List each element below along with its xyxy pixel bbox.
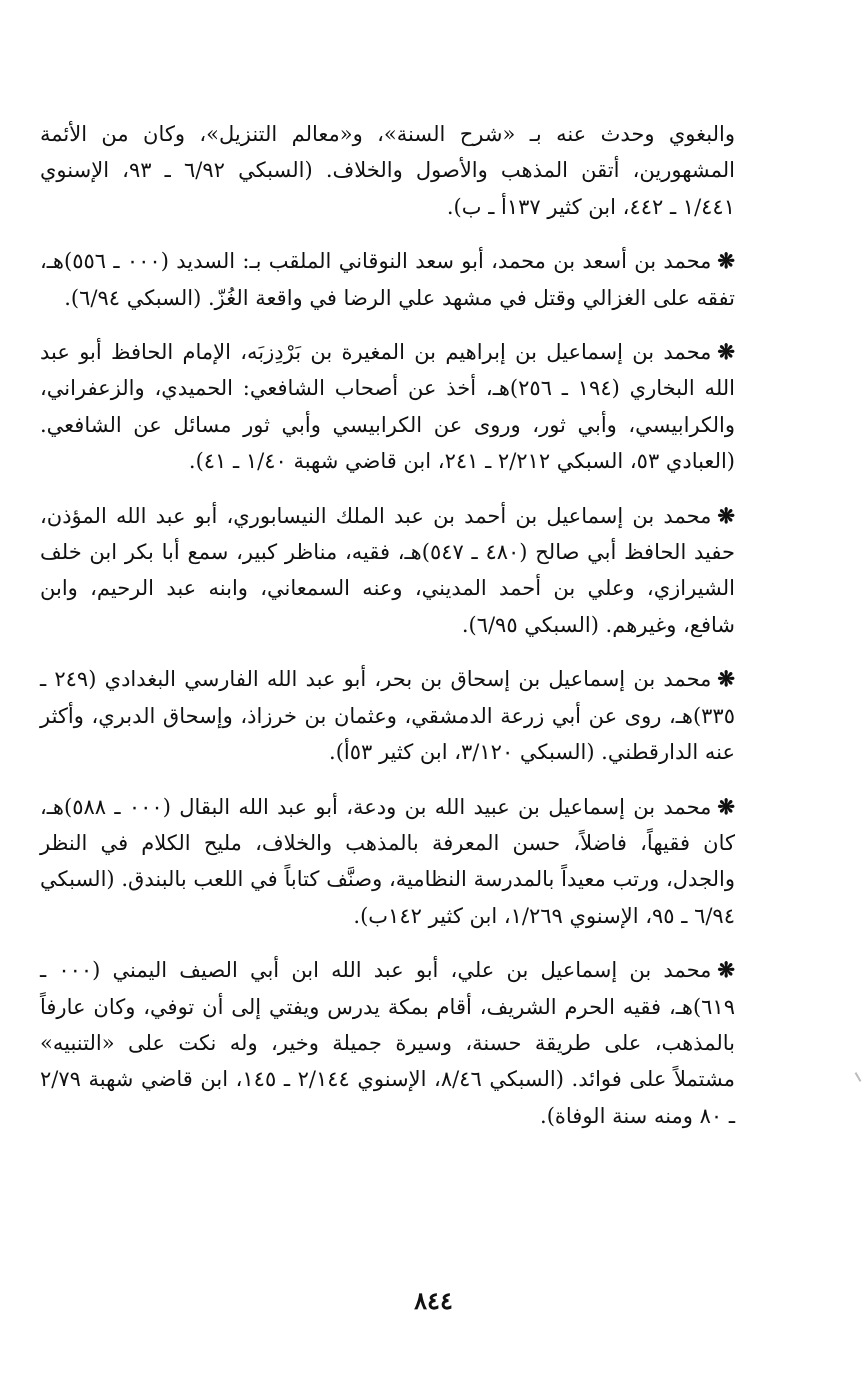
- asterism-icon: ❋: [717, 248, 735, 274]
- page-number: ٨٤٤: [414, 1286, 453, 1315]
- biography-entry: [40, 498, 735, 644]
- entry-text: محمد بن إسماعيل بن عبيد الله بن ودعة، أبو عبد الله البقال (٠٠٠ ـ ٥٨٨)هـ، كان فقيهاً، فاضلاً، حسن المعرفة بالمذهب والخلاف، مليح الكلام في النظر والجدل، ورتب معيداً بالمدرسة النظامية، وصنَّف كتاباً في اللعب بالبندق. (السبكي ٦/٩٤ ـ ٩٥، الإسنوي ١/٢٦٩، ابن كثير ١٤٢ب).: [40, 794, 735, 928]
- biography-entry: [40, 334, 735, 480]
- asterism-icon: ❋: [717, 793, 735, 819]
- asterism-icon: ❋: [717, 339, 735, 365]
- biography-entry: [40, 952, 735, 1134]
- entry-text: محمد بن إسماعيل بن إسحاق بن بحر، أبو عبد الله الفارسي البغدادي (٢٤٩ ـ ٣٣٥)هـ، روى عن أبي زرعة الدمشقي، وعثمان بن خرزاذ، وإسحاق الدبري، وأكثر عنه الدارقطني. (السبكي ٣/١٢٠، ابن كثير ٥٣أ).: [40, 667, 735, 765]
- entry-text: محمد بن إسماعيل بن إبراهيم بن المغيرة بن بَرْدِزبَه، الإمام الحافظ أبو عبد الله البخاري (١٩٤ ـ ٢٥٦)هـ، أخذ عن أصحاب الشافعي: الحميدي، والزعفراني، والكرابيسي، وأبي ثور، وروى عن الكرابيسي وأبي ثور مسائل عن الشافعي. (العبادي ٥٣، السبكي ٢/٢١٢ ـ ٢٤١، ابن قاضي شهبة ١/٤٠ ـ ٤١).: [40, 340, 735, 474]
- continued-entry: والبغوي وحدث عنه بـ «شرح السنة»، و«معالم التنزيل»، وكان من الأئمة المشهورين، أتقن المذهب والأصول والخلاف. (السبكي ٦/٩٢ ـ ٩٣، الإسنوي ١/٤٤١ ـ ٤٤٢، ابن كثير ١٣٧أ ـ ب).: [40, 122, 735, 219]
- asterism-icon: ❋: [717, 502, 735, 528]
- entry-text: محمد بن إسماعيل بن علي، أبو عبد الله ابن أبي الصيف اليمني (٠٠٠ ـ ٦١٩)هـ، فقيه الحرم الشريف، أقام بمكة يدرس ويفتي إلى أن توفي، وكان عارفاً بالمذهب، على طريقة حسنة، وسيرة جميلة وخير، وله نكت على «التنبيه» مشتملاً على فوائد. (السبكي ٨/٤٦، الإسنوي ٢/١٤٤ ـ ١٤٥، ابن قاضي شهبة ٢/٧٩ ـ ٨٠ ومنه سنة الوفاة).: [40, 958, 735, 1128]
- biography-entry: [40, 661, 735, 770]
- entry-text: محمد بن إسماعيل بن أحمد بن عبد الملك النيسابوري، أبو عبد الله المؤذن، حفيد الحافظ أبي صالح (٤٨٠ ـ ٥٤٧)هـ، فقيه، مناظر كبير، سمع أبا بكر ابن خلف الشيرازي، وعلي بن أحمد المديني، وعنه السمعاني، وابنه عبد الرحيم، وابن شافع، وغيرهم. (السبكي ٦/٩٥).: [40, 503, 735, 637]
- biography-entry: [40, 243, 735, 316]
- asterism-icon: ❋: [717, 957, 735, 983]
- asterism-icon: ❋: [717, 666, 735, 692]
- entry-text: محمد بن أسعد بن محمد، أبو سعد النوقاني الملقب بـ: السديد (٠٠٠ ـ ٥٥٦)هـ، تفقه على الغزالي وقتل في مشهد علي الرضا في واقعة الغُزّ. (السبكي ٦/٩٤).: [40, 249, 735, 310]
- biography-entry: [40, 789, 735, 935]
- scan-mark: [855, 1072, 862, 1082]
